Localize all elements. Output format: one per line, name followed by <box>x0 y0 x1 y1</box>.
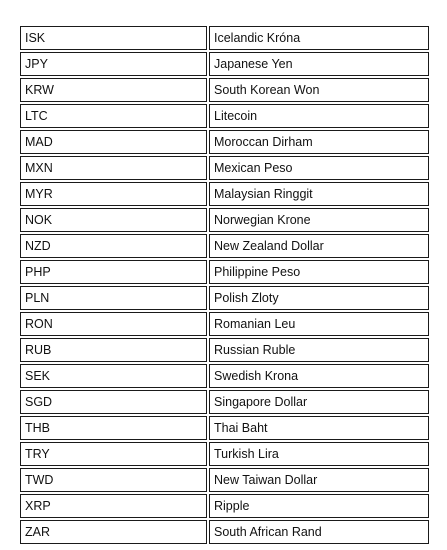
currency-name-cell: South African Rand <box>209 520 429 544</box>
currency-name-cell: Thai Baht <box>209 416 429 440</box>
table-row <box>20 156 429 180</box>
currency-code-cell: RON <box>20 312 207 336</box>
table-row <box>20 338 429 362</box>
currency-code-cell: PHP <box>20 260 207 284</box>
table-row <box>20 416 429 440</box>
currency-name-cell: Philippine Peso <box>209 260 429 284</box>
currency-name-cell: Turkish Lira <box>209 442 429 466</box>
table-row <box>20 26 429 50</box>
currency-name-cell: Swedish Krona <box>209 364 429 388</box>
table-row <box>20 442 429 466</box>
currency-name-cell: South Korean Won <box>209 78 429 102</box>
currency-name-cell: Japanese Yen <box>209 52 429 76</box>
table-row <box>20 312 429 336</box>
currency-name-cell: New Taiwan Dollar <box>209 468 429 492</box>
currency-code-cell: LTC <box>20 104 207 128</box>
currency-name-cell: Ripple <box>209 494 429 518</box>
currency-name-cell: Norwegian Krone <box>209 208 429 232</box>
table-row <box>20 468 429 492</box>
currency-code-cell: PLN <box>20 286 207 310</box>
currency-table <box>18 24 431 546</box>
currency-name-cell: Moroccan Dirham <box>209 130 429 154</box>
currency-code-cell: MXN <box>20 156 207 180</box>
table-row <box>20 494 429 518</box>
currency-name-cell: Polish Zloty <box>209 286 429 310</box>
table-row <box>20 52 429 76</box>
currency-code-cell: NOK <box>20 208 207 232</box>
currency-code-cell: JPY <box>20 52 207 76</box>
table-row <box>20 208 429 232</box>
currency-table-body <box>20 26 429 544</box>
currency-code-cell: NZD <box>20 234 207 258</box>
currency-name-cell: Russian Ruble <box>209 338 429 362</box>
currency-code-cell: ISK <box>20 26 207 50</box>
currency-code-cell: SEK <box>20 364 207 388</box>
table-row <box>20 390 429 414</box>
currency-code-cell: THB <box>20 416 207 440</box>
currency-code-cell: TRY <box>20 442 207 466</box>
currency-code-cell: XRP <box>20 494 207 518</box>
table-row <box>20 286 429 310</box>
table-row <box>20 78 429 102</box>
currency-code-cell: RUB <box>20 338 207 362</box>
currency-code-cell: MYR <box>20 182 207 206</box>
table-row <box>20 520 429 544</box>
currency-code-cell: SGD <box>20 390 207 414</box>
currency-code-cell: MAD <box>20 130 207 154</box>
currency-name-cell: Icelandic Króna <box>209 26 429 50</box>
currency-name-cell: Litecoin <box>209 104 429 128</box>
table-row <box>20 182 429 206</box>
table-row <box>20 130 429 154</box>
currency-code-cell: ZAR <box>20 520 207 544</box>
currency-name-cell: Singapore Dollar <box>209 390 429 414</box>
currency-name-cell: Mexican Peso <box>209 156 429 180</box>
currency-name-cell: New Zealand Dollar <box>209 234 429 258</box>
table-row <box>20 260 429 284</box>
table-row <box>20 104 429 128</box>
table-row <box>20 364 429 388</box>
currency-name-cell: Romanian Leu <box>209 312 429 336</box>
table-row <box>20 234 429 258</box>
currency-code-cell: KRW <box>20 78 207 102</box>
currency-code-cell: TWD <box>20 468 207 492</box>
currency-name-cell: Malaysian Ringgit <box>209 182 429 206</box>
